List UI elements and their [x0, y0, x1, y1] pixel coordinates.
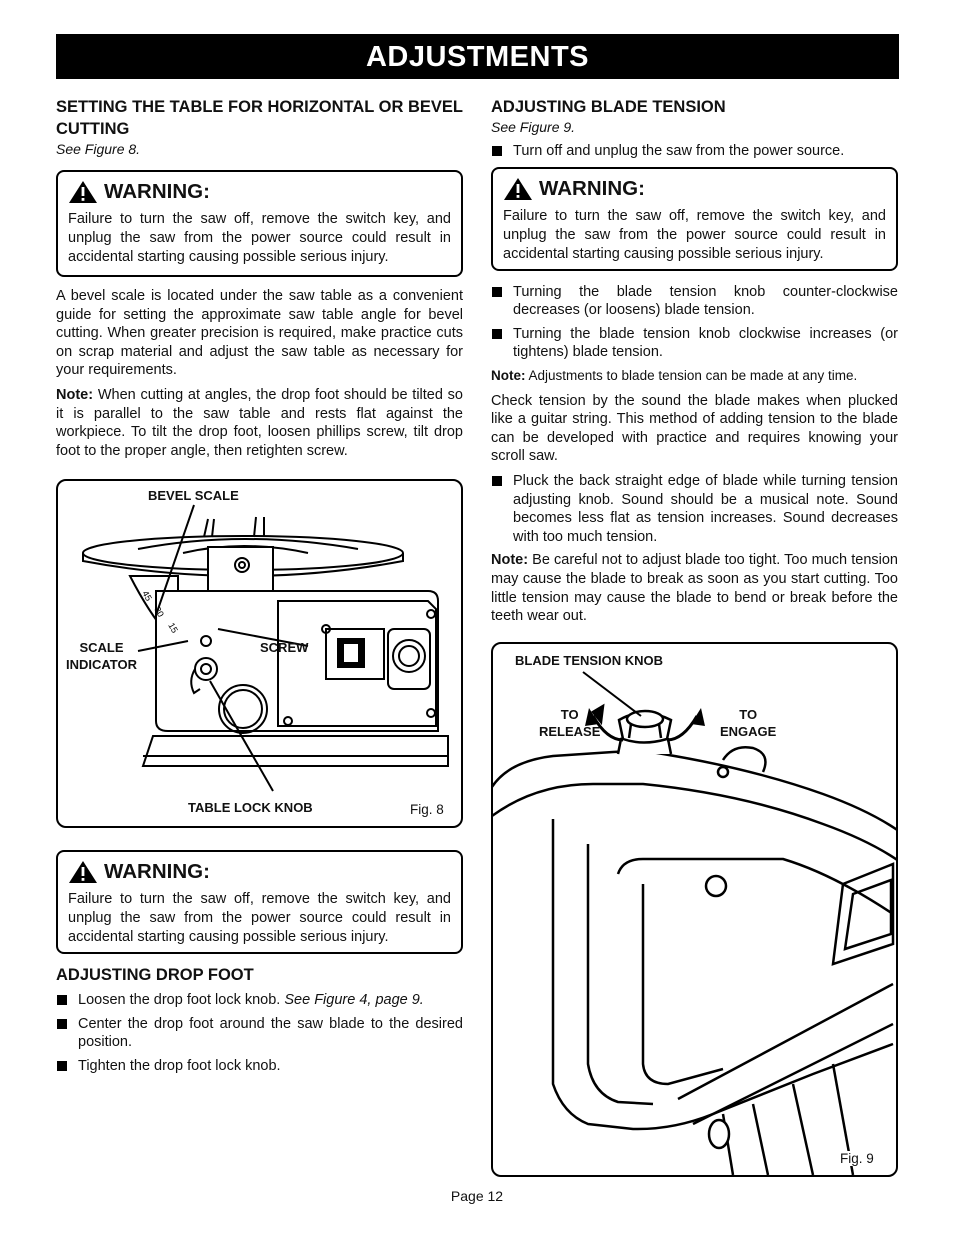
warning-header [68, 858, 451, 886]
tension-direction-steps [491, 283, 898, 362]
see-figure-9: See Figure 9. [491, 119, 576, 135]
scale-mark: 30 [152, 605, 166, 619]
step-text: Turning the blade tension knob counter-clockwise decreases (or loosens) blade tension. [513, 283, 898, 319]
step-text: Pluck the back straight edge of blade while turning tension adjusting knob. Sound should be a musical note. Sound becomes less flat as tension increases. Sound decreases with too much tension. [513, 472, 898, 545]
warning-box-2 [56, 850, 463, 954]
to-engage-callout [720, 706, 776, 740]
list-item [56, 1015, 463, 1052]
note-label: Note: [491, 552, 529, 569]
step-reference: See Figure 4, page 9. [284, 992, 424, 1008]
square-bullet-icon [492, 476, 502, 486]
tight-blade-note [491, 551, 898, 625]
warning-text: Failure to turn the saw off, remove the switch key, and unplug the saw from the power source could result in accidental starting causing possible serious injury. [503, 207, 886, 262]
list-item [491, 472, 898, 546]
drop-foot-steps [56, 991, 463, 1075]
square-bullet-icon [492, 146, 502, 156]
see-figure-8: See Figure 8. [56, 141, 141, 157]
list-item [56, 1057, 463, 1076]
section-banner: ADJUSTMENTS [56, 34, 899, 79]
step-text: Turn off and unplug the saw from the power source. [513, 143, 845, 159]
step-text: Tighten the drop foot lock knob. [78, 1057, 281, 1074]
list-item [56, 991, 463, 1010]
bevel-scale-callout: BEVEL SCALE [148, 488, 239, 503]
scale-indicator-callout [66, 639, 137, 673]
square-bullet-icon [57, 995, 67, 1005]
drop-foot-heading: ADJUSTING DROP FOOT [56, 966, 254, 984]
list-item [491, 283, 898, 320]
step-text: Turning the blade tension knob clockwise increases (or tightens) blade tension. [513, 325, 898, 361]
release-line2: RELEASE [539, 724, 601, 739]
warning-text: Failure to turn the saw off, remove the switch key, and unplug the saw from the power source could result in accidental starting causing possible serious injury. [68, 211, 451, 265]
warning-box-1 [56, 170, 463, 277]
drop-foot-section [56, 964, 463, 1080]
table-setting-heading: SETTING THE TABLE FOR HORIZONTAL OR BEVEL CUTTING [56, 98, 463, 138]
bevel-scale-paragraph: A bevel scale is located under the saw table as a convenient guide for setting the approximate saw table angle for bevel cutting. When greater precision is required, make practice cuts on scrap material and adjust the saw table as necessary for your requirements. [56, 288, 463, 379]
note-text: When cutting at angles, the drop foot should be tilted so it is parallel to the saw table and rests flat against the workpiece. To tilt the drop foot, loosen phillips screw, tilt drop foot to the proper angle, then retighten screw. [56, 386, 463, 459]
warning-header [68, 178, 451, 206]
note-text: Be careful not to adjust blade too tight. Too much tension may cause the blade to break as soon as you start cutting. Too little tension may cause the blade to bend or break before the teeth wear out. [491, 552, 898, 625]
blade-tension-knob-callout: BLADE TENSION KNOB [515, 653, 664, 668]
table-lock-knob-callout: TABLE LOCK KNOB [188, 800, 313, 815]
engage-line2: ENGAGE [720, 724, 777, 739]
tension-note [491, 367, 898, 386]
warning-title: WARNING: [104, 860, 210, 883]
list-item [491, 142, 898, 161]
screw-callout: SCREW [260, 640, 309, 655]
square-bullet-icon [57, 1019, 67, 1029]
note-label: Note: [56, 386, 94, 403]
warning-header [503, 175, 886, 203]
engage-line1: TO [739, 707, 758, 722]
note-text: Adjustments to blade tension can be made at any time. [525, 367, 858, 383]
warning-text: Failure to turn the saw off, remove the switch key, and unplug the saw from the power source could result in accidental starting causing possible serious injury. [68, 891, 451, 945]
scale-mark: 15 [166, 621, 180, 635]
release-line1: TO [560, 707, 579, 722]
figure-8 [56, 479, 463, 828]
to-release-callout [539, 706, 600, 740]
step-text: Center the drop foot around the saw blade to the desired position. [78, 1015, 463, 1051]
check-tension-paragraph: Check tension by the sound the blade makes when plucked like a guitar string. This method of adding tension to the blade can be developed with practice and requires knowing your scroll saw. [491, 392, 898, 465]
figure-9 [491, 642, 898, 1177]
page-number: Page 12 [450, 1188, 504, 1204]
pluck-step [491, 472, 898, 546]
right-column [491, 96, 898, 1166]
square-bullet-icon [492, 329, 502, 339]
scale-indicator-line1: SCALE [79, 640, 124, 655]
drop-foot-note [56, 386, 463, 460]
scale-indicator-line2: INDICATOR [66, 657, 138, 672]
warning-box-3 [491, 167, 898, 271]
fig8-caption: Fig. 8 [410, 802, 444, 817]
step-text: Loosen the drop foot lock knob. [78, 992, 285, 1008]
list-item [491, 325, 898, 362]
warning-title: WARNING: [104, 180, 210, 203]
warning-triangle-icon [503, 177, 533, 201]
scale-mark: 45 [140, 589, 154, 603]
note-label: Note: [491, 367, 526, 383]
warning-triangle-icon [68, 180, 98, 204]
blade-tension-heading: ADJUSTING BLADE TENSION [491, 98, 726, 116]
blade-tension-first-step [491, 142, 898, 161]
square-bullet-icon [57, 1061, 67, 1071]
warning-title: WARNING: [539, 176, 645, 200]
square-bullet-icon [492, 287, 502, 297]
fig9-caption: Fig. 9 [836, 1151, 878, 1166]
warning-triangle-icon [68, 860, 98, 884]
left-column [56, 96, 463, 1074]
